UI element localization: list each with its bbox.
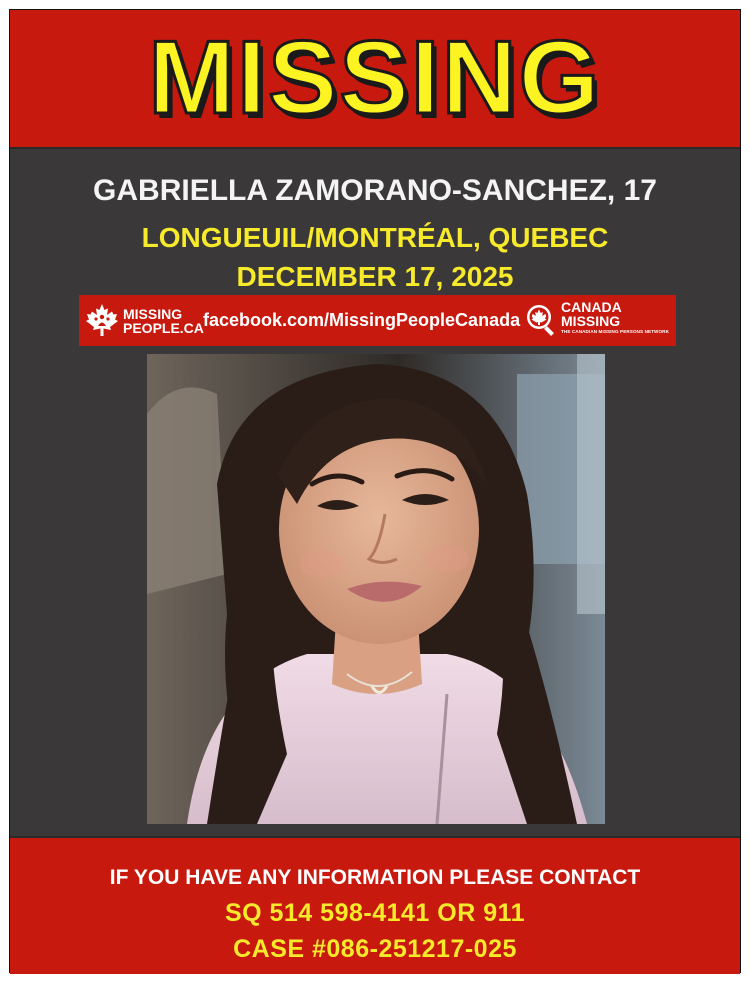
facebook-url[interactable]: facebook.com/MissingPeopleCanada (203, 310, 521, 330)
case-number: CASE #086-251217-025 (233, 935, 517, 963)
bottom-banner (10, 836, 740, 974)
missing-people-logo-line2: PEOPLE.CA (123, 320, 204, 336)
organization-bar (79, 295, 676, 346)
maple-leaf-magnifier-icon (524, 302, 558, 336)
missing-people-logo (85, 301, 204, 341)
canada-missing-logo (524, 300, 669, 342)
missing-people-logo-line1: MISSING (123, 306, 183, 322)
contact-phone[interactable]: SQ 514 598-4141 OR 911 (224, 899, 526, 927)
contact-instructions: IF YOU HAVE ANY INFORMATION PLEASE CONTACT (109, 866, 641, 889)
canada-missing-line1: CANADA (561, 299, 622, 315)
top-banner (10, 10, 740, 149)
missing-date: DECEMBER 17, 2025 (236, 261, 514, 292)
canada-missing-line2: MISSING (561, 313, 621, 329)
canada-missing-tagline: THE CANADIAN MISSING PERSONS NETWORK (561, 329, 669, 334)
missing-poster (9, 9, 741, 973)
missing-title: MISSING (148, 20, 602, 136)
photo-illustration (147, 354, 605, 824)
person-name-age: GABRIELLA ZAMORANO-SANCHEZ, 17 (93, 174, 657, 207)
missing-person-photo (147, 354, 605, 824)
person-location: LONGUEUIL/MONTRÉAL, QUEBEC (141, 222, 609, 253)
maple-leaf-people-icon (85, 302, 119, 340)
